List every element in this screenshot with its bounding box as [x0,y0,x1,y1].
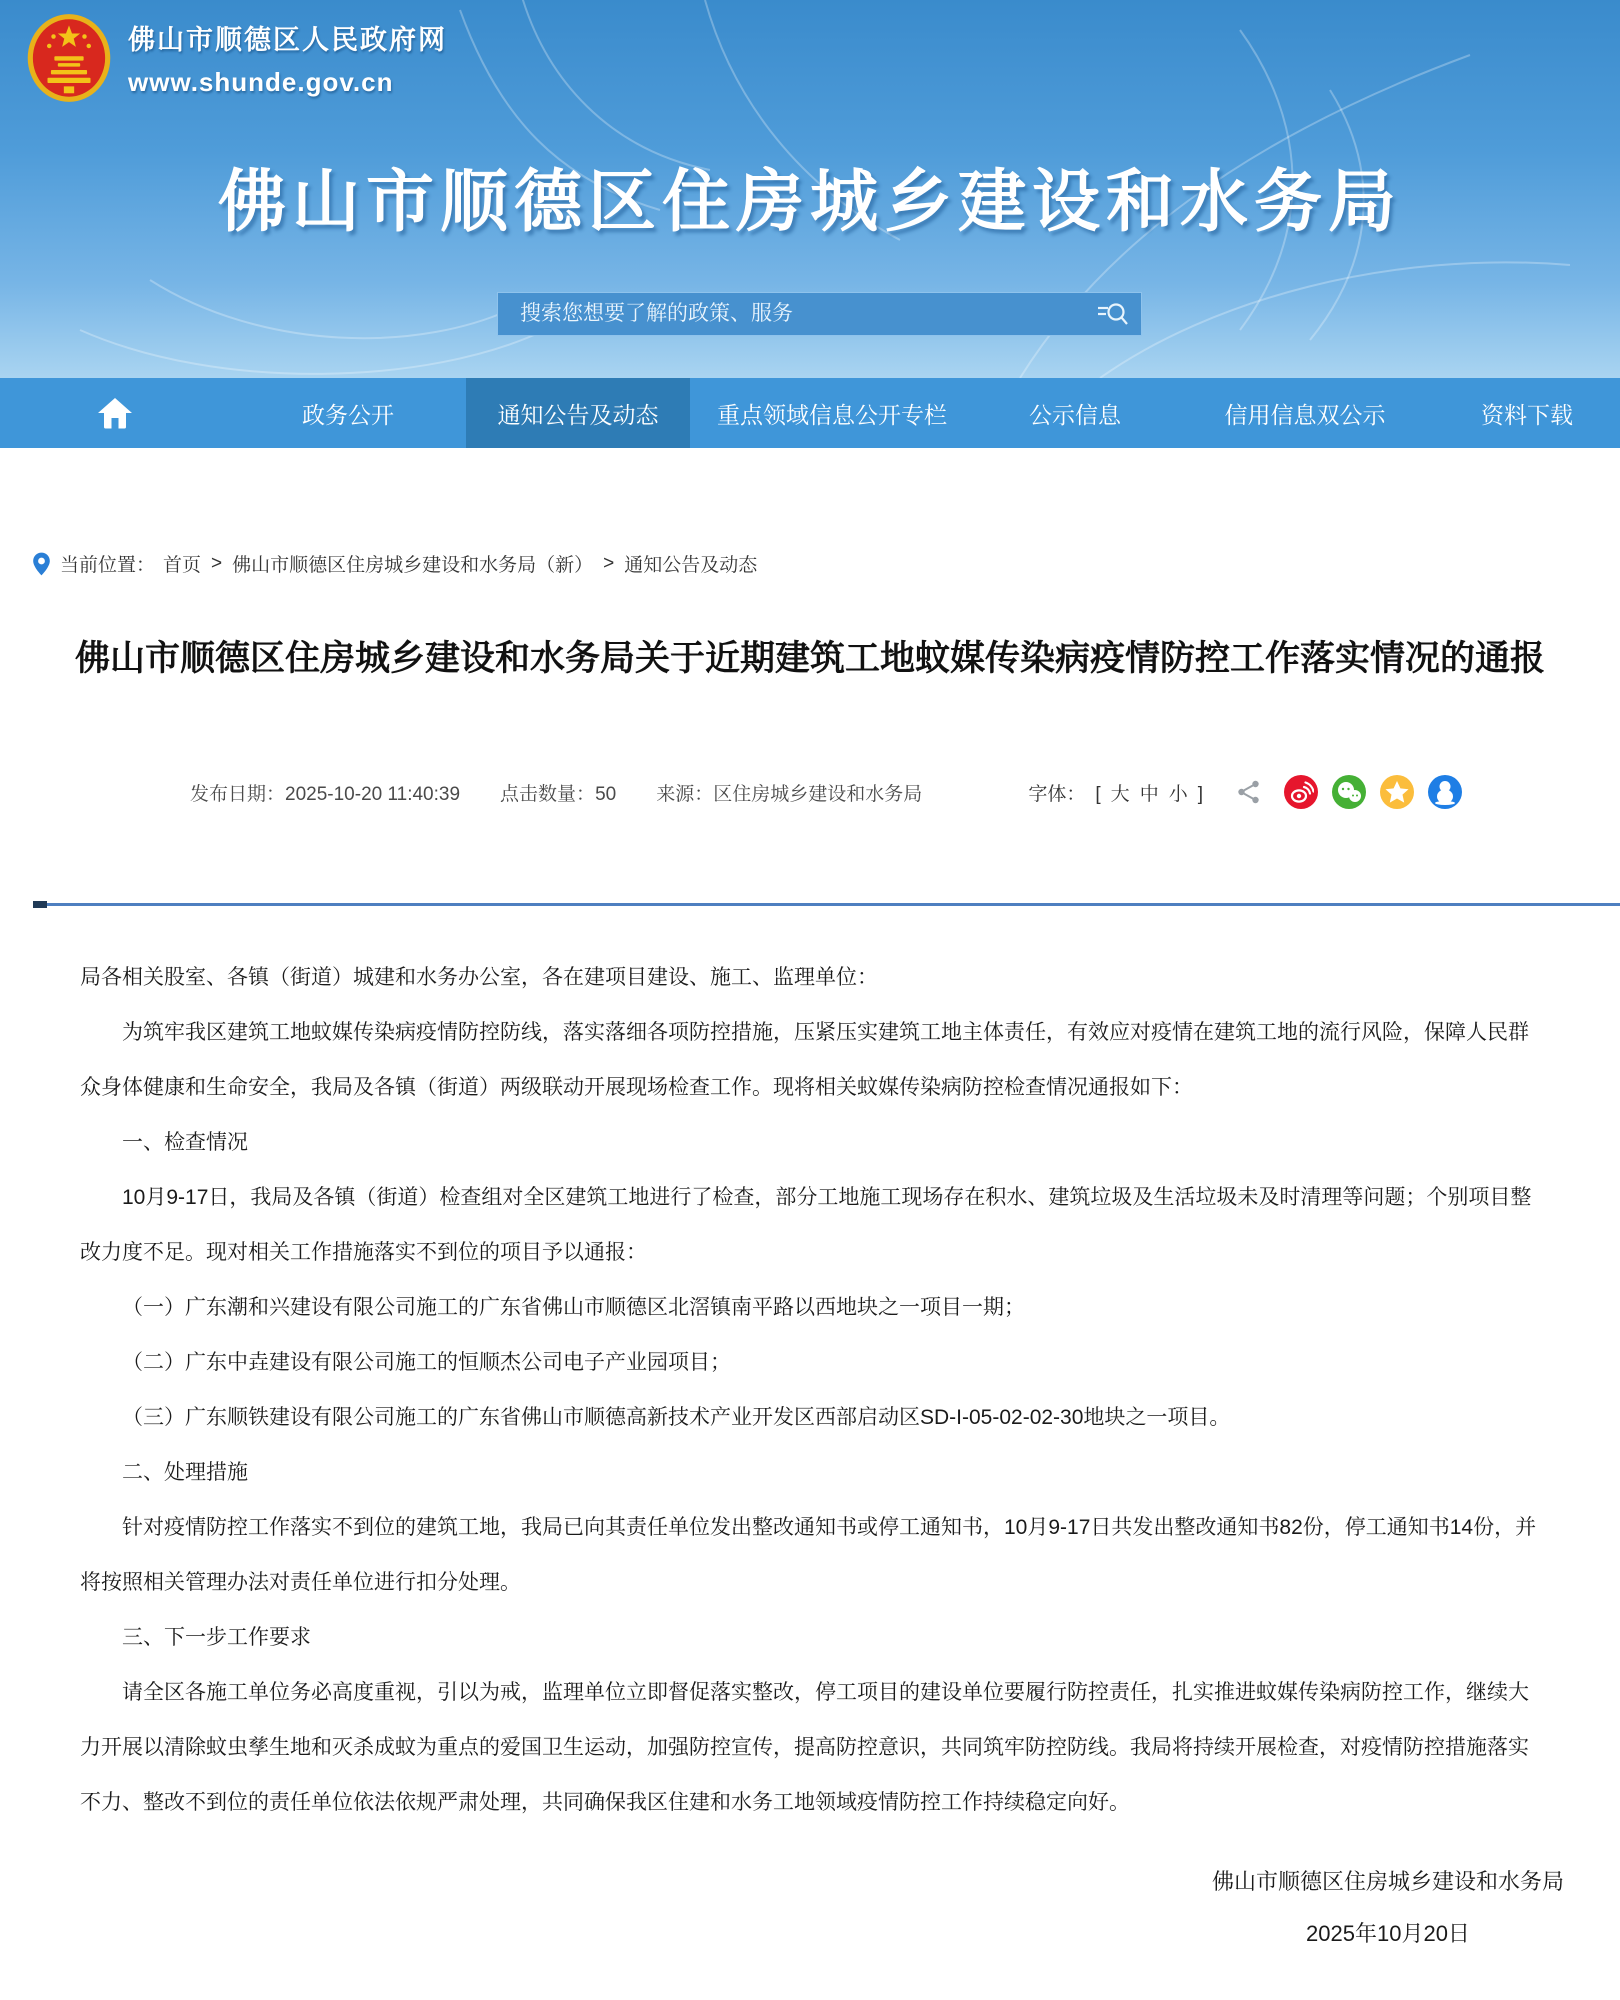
search-input[interactable] [518,301,1097,327]
click-count-value: 50 [595,783,617,805]
search-icon [1097,301,1129,327]
qq-penguin-icon [1432,779,1458,805]
search-box [497,292,1142,336]
location-pin-icon [33,552,50,576]
heading-section-2: 二、处理措施 [122,1461,248,1484]
breadcrumb-label: 当前位置： [60,555,156,576]
font-size-large[interactable]: 大 [1110,783,1130,805]
nav-item-gongshi[interactable]: 公示信息 [1029,401,1121,428]
source-label: 来源： [656,783,714,805]
paragraph-measures: 针对疫情防控工作落实不到位的建筑工地，我局已向其责任单位发出整改通知书或停工通知书，10月9-17日共发出整改通知书82份，停工通知书14份，并将按照相关管理办法对责任单位进行扣分处理。 [80,1516,1537,1594]
article-meta-row [0,775,1620,809]
breadcrumb-separator: > [603,552,615,574]
heading-section-3: 三、下一步工作要求 [122,1626,311,1649]
wechat-icon [1336,779,1362,805]
breadcrumb [33,550,1620,577]
nav-item-ziliao[interactable]: 资料下载 [1481,401,1573,428]
nav-item-zhongdian[interactable]: 重点领域信息公开专栏 [717,401,947,428]
nav-item-xinyong[interactable]: 信用信息双公示 [1224,401,1386,428]
brand-text [128,18,447,98]
main-nav [0,378,1620,448]
weibo-icon [1288,779,1314,805]
share-button[interactable] [1236,779,1262,805]
nav-item-tongzhi[interactable]: 通知公告及动态 [466,378,690,448]
breadcrumb-section[interactable]: 通知公告及动态 [624,555,758,576]
source [656,779,922,806]
font-size-small[interactable]: 小 [1168,783,1188,805]
china-national-emblem-icon [26,12,112,104]
list-item-project-3: （三）广东顺铁建设有限公司施工的广东省佛山市顺德高新技术产业开发区西部启动区SD-I-05-02-02-30地块之一项目。 [122,1406,1231,1429]
click-count-label: 点击数量： [500,783,596,805]
search-button[interactable] [1097,301,1129,327]
signature-date: 2025年10月20日 [1306,1921,1470,1946]
font-size-medium[interactable]: 中 [1139,783,1159,805]
article-meta [190,779,922,806]
font-size-bracket: [ [1095,783,1101,805]
heading-section-1: 一、检查情况 [122,1131,248,1154]
article-title: 佛山市顺德区住房城乡建设和水务局关于近期建筑工地蚊媒传染病疫情防控工作落实情况的通报 [74,639,1545,678]
publish-date-value: 2025-10-20 11:40:39 [285,783,461,805]
article-tools [1023,775,1462,809]
share-wechat-button[interactable] [1332,775,1366,809]
section-divider [33,903,1620,906]
breadcrumb-home[interactable]: 首页 [163,555,202,576]
nav-item-zhengwu[interactable]: 政务公开 [302,401,394,428]
click-count [500,779,616,806]
paragraph-inspection: 10月9-17日，我局及各镇（街道）检查组对全区建筑工地进行了检查，部分工地施工现场存在积水、建筑垃圾及生活垃圾未及时清理等问题；个别项目整改力度不足。现对相关工作措施落实不到位的项目予以通报： [80,1186,1532,1264]
share-qzone-button[interactable] [1380,775,1414,809]
paragraph-requirements: 请全区各施工单位务必高度重视，引以为戒，监理单位立即督促落实整改，停工项目的建设单位要履行防控责任，扎实推进蚊媒传染病防控工作，继续大力开展以清除蚊虫孳生地和灭杀成蚊为重点的爱国卫生运动，加强防控宣传，提高防控意识，共同筑牢防控防线。我局将持续开展检查，对疫情防控措施落实不力、整改不到位的责任单位依法依规严肃处理，共同确保我区住建和水务工地领域疫情防控工作持续稳定向好。 [80,1681,1529,1814]
site-url: www.shunde.gov.cn [128,67,394,97]
list-item-project-2: （二）广东中垚建设有限公司施工的恒顺杰公司电子产业园项目； [122,1351,731,1374]
article-body [0,950,1620,1830]
site-logo[interactable] [26,12,447,104]
signature-org: 佛山市顺德区住房城乡建设和水务局 [1211,1869,1564,1894]
nav-home[interactable] [0,378,230,448]
article-signature [1212,1856,1564,1960]
publish-date [190,779,460,806]
paragraph-intro: 为筑牢我区建筑工地蚊媒传染病疫情防控防线，落实落细各项防控措施，压紧压实建筑工地主体责任，有效应对疫情在建筑工地的流行风险，保障人民群众身体健康和生命安全，我局及各镇（街道）两级联动开展现场检查工作。现将相关蚊媒传染病防控检查情况通报如下： [80,1021,1529,1099]
share-qq-button[interactable] [1428,775,1462,809]
qzone-star-icon [1384,779,1410,805]
breadcrumb-separator: > [211,552,223,574]
site-name: 佛山市顺德区人民政府网 [128,25,447,55]
font-size-bracket: ] [1197,783,1203,805]
site-banner [0,0,1620,378]
font-size-control [1023,779,1208,806]
breadcrumb-bureau[interactable]: 佛山市顺德区住房城乡建设和水务局（新） [232,555,594,576]
share-weibo-button[interactable] [1284,775,1318,809]
home-icon [96,396,134,430]
share-icon [1236,779,1262,805]
publish-date-label: 发布日期： [190,783,286,805]
source-value: 区住房城乡建设和水务局 [713,783,923,805]
paragraph-salutation: 局各相关股室、各镇（街道）城建和水务办公室，各在建项目建设、施工、监理单位： [80,966,878,989]
list-item-project-1: （一）广东潮和兴建设有限公司施工的广东省佛山市顺德区北滘镇南平路以西地块之一项目一期； [122,1296,1025,1319]
font-size-label: 字体： [1028,783,1086,805]
bureau-title: 佛山市顺德区住房城乡建设和水务局 [217,164,1402,240]
